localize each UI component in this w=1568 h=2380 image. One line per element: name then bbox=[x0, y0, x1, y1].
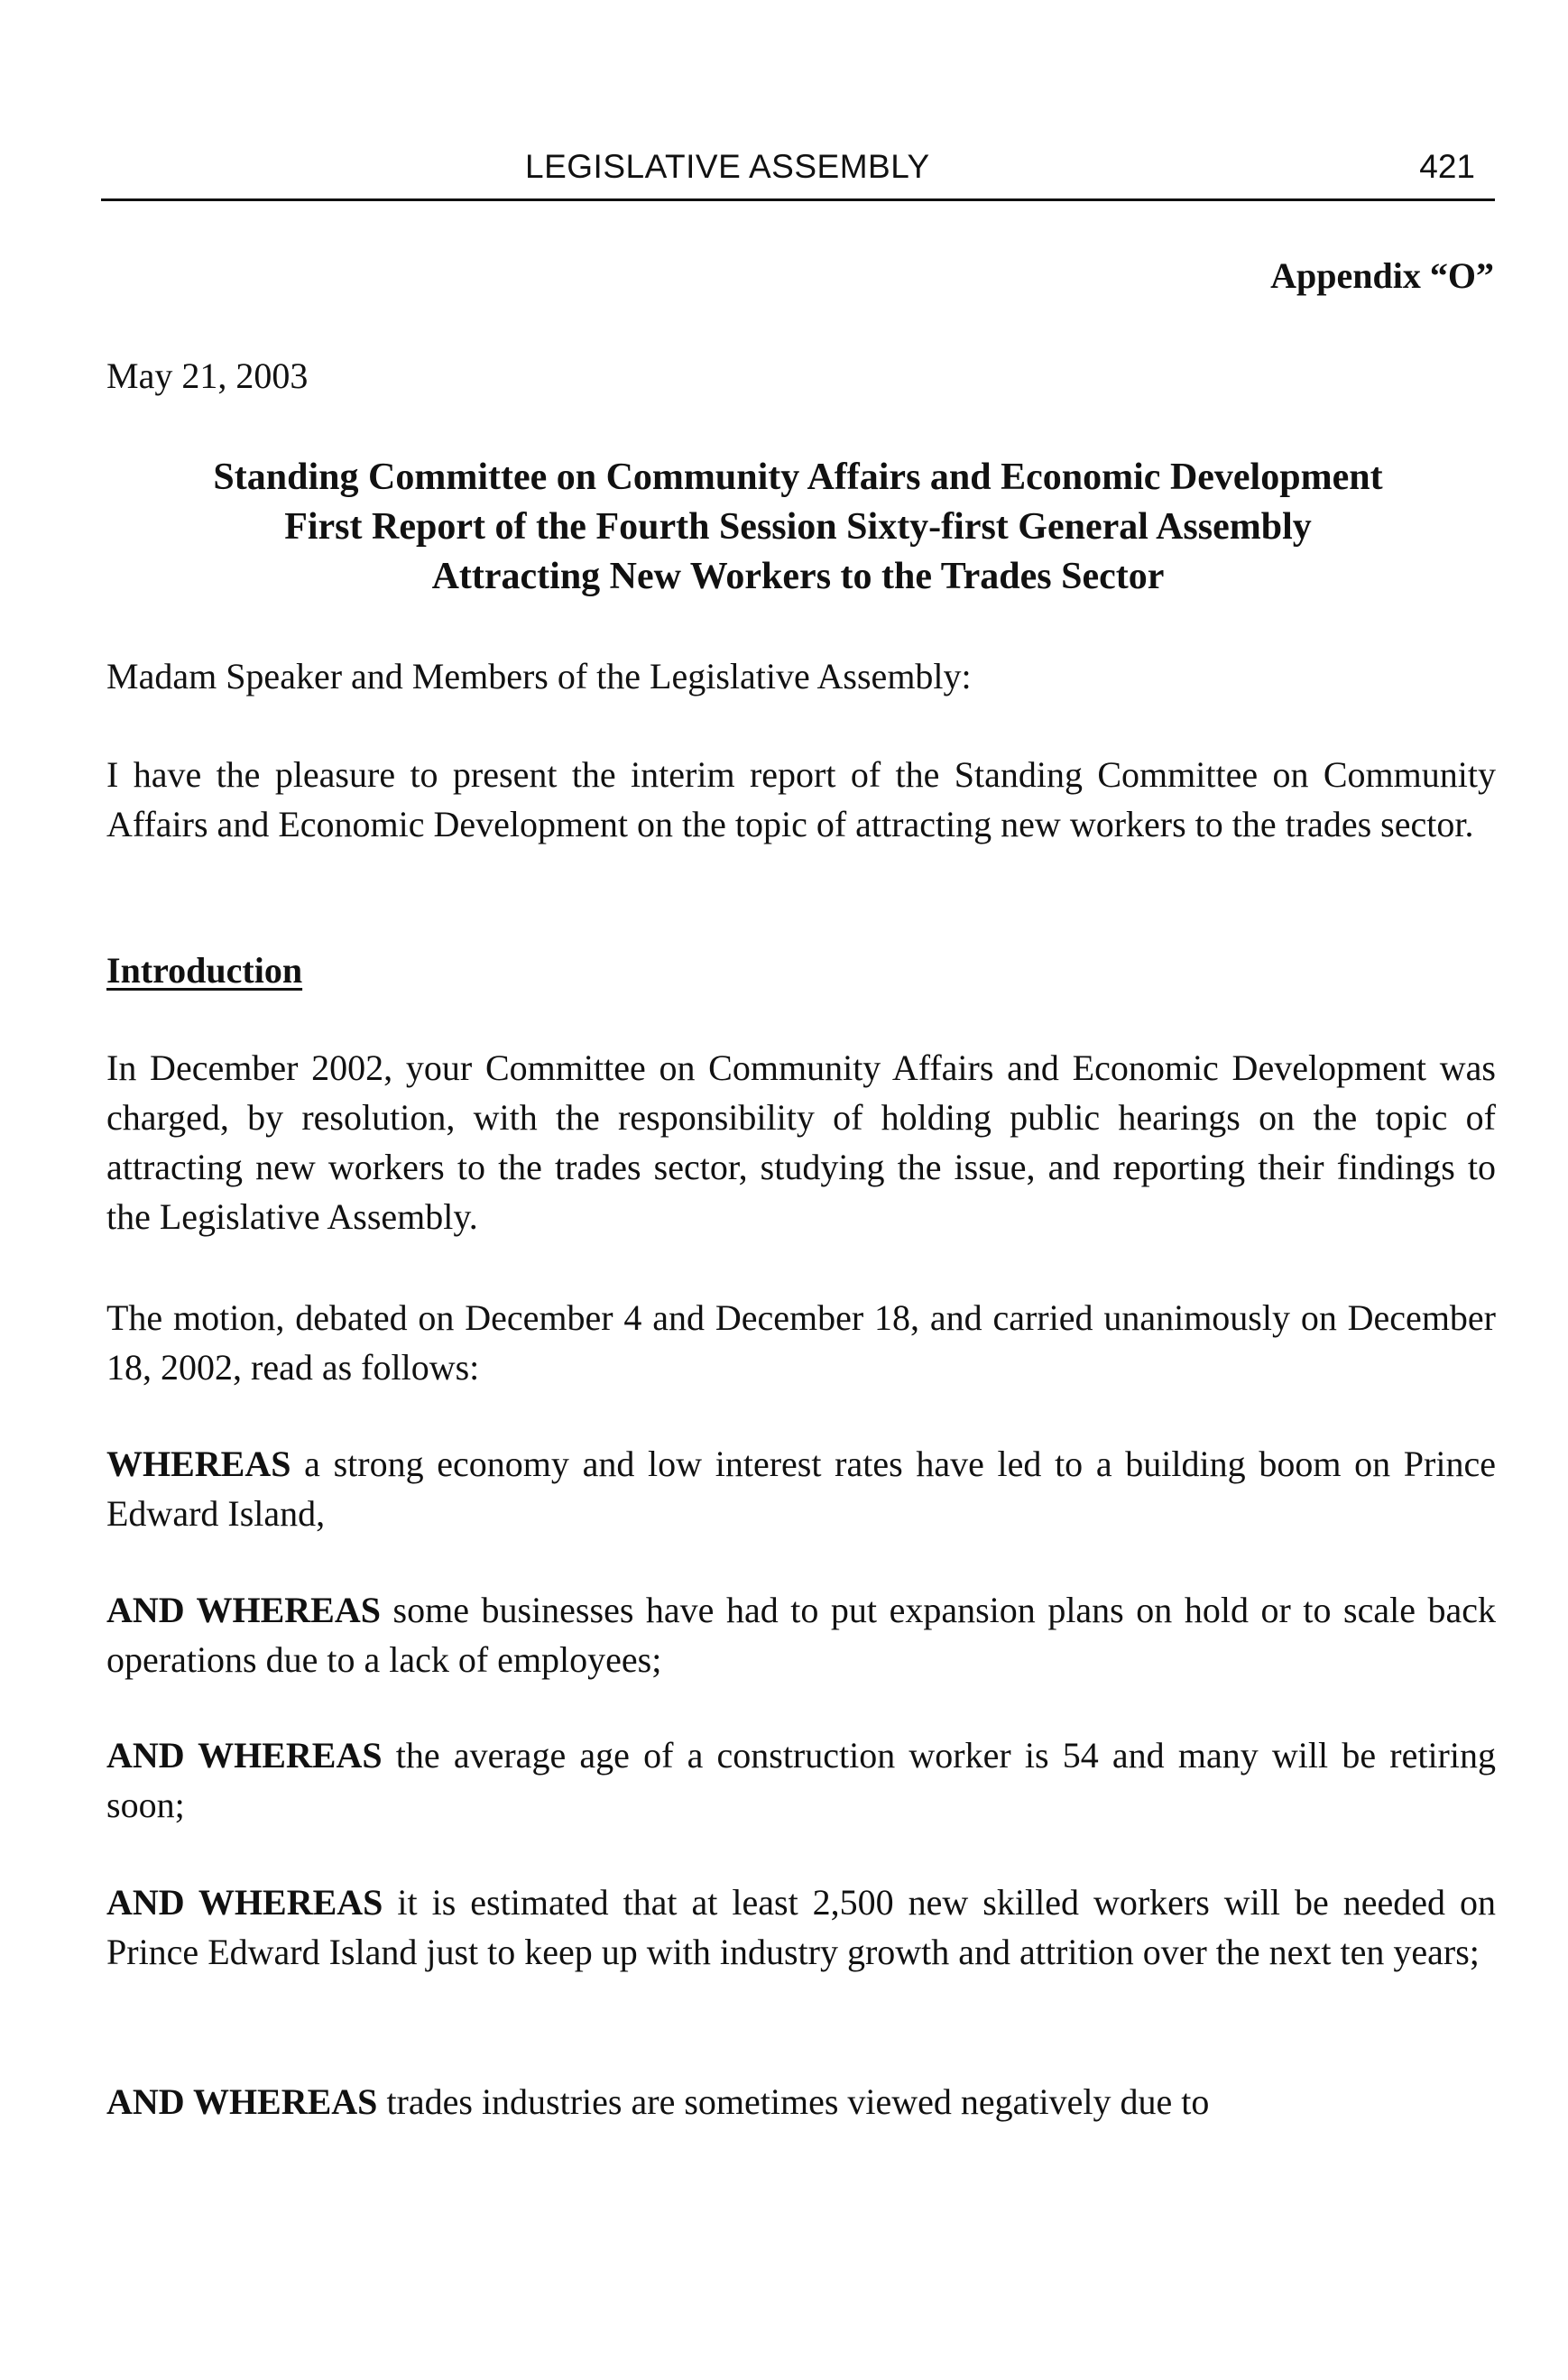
heading-line-committee: Standing Committee on Community Affairs and Economic Development bbox=[213, 457, 1383, 498]
heading-line-report: First Report of the Fourth Session Sixty-first General Assembly bbox=[284, 506, 1312, 548]
whereas-lead: AND WHEREAS bbox=[106, 2081, 378, 2122]
page-number: 421 bbox=[1419, 148, 1475, 185]
whereas-clause bbox=[106, 2077, 1496, 2126]
whereas-clause bbox=[106, 1585, 1496, 1684]
whereas-clause bbox=[106, 1730, 1496, 1830]
whereas-text: it is estimated that at least 2,500 new skilled workers will be needed on Prince Edward Island just to keep up with industry growth and attrition over the next ten years; bbox=[106, 1882, 1496, 1972]
running-header bbox=[101, 144, 1495, 201]
whereas-text: a strong economy and low interest rates have led to a building boom on Prince Edward Island, bbox=[106, 1444, 1496, 1534]
intro-paragraph: I have the pleasure to present the interim report of the Standing Committee on Community Affairs and Economic Development on the topic of attracting new workers to the trades sector. bbox=[106, 754, 1496, 844]
whereas-lead: AND WHEREAS bbox=[106, 1882, 383, 1923]
whereas-text: trades industries are sometimes viewed negatively due to bbox=[377, 2081, 1210, 2122]
whereas-text: the average age of a construction worker is 54 and many will be retiring soon; bbox=[106, 1735, 1496, 1825]
whereas-clause bbox=[106, 1877, 1496, 1977]
header-title: LEGISLATIVE ASSEMBLY bbox=[525, 148, 930, 185]
report-heading bbox=[101, 453, 1495, 602]
whereas-lead: WHEREAS bbox=[106, 1444, 291, 1484]
whereas-lead: AND WHEREAS bbox=[106, 1590, 381, 1630]
report-date: May 21, 2003 bbox=[106, 355, 309, 396]
motion-paragraph: The motion, debated on December 4 and December 18, and carried unanimously on December 18, 2002, read as follows: bbox=[106, 1297, 1496, 1388]
heading-line-topic: Attracting New Workers to the Trades Sector bbox=[431, 556, 1165, 597]
whereas-lead: AND WHEREAS bbox=[106, 1735, 383, 1776]
salutation: Madam Speaker and Members of the Legislative Assembly: bbox=[106, 656, 972, 696]
introduction-paragraph: In December 2002, your Committee on Community Affairs and Economic Development was charged, by resolution, with the responsibility of holding public hearings on the topic of attracting new workers to the trades sector, studying the issue, and reporting their findings to the Legislative Assembly. bbox=[106, 1047, 1496, 1237]
section-heading-introduction: Introduction bbox=[106, 950, 303, 991]
appendix-label: Appendix “O” bbox=[1270, 255, 1494, 296]
whereas-clause bbox=[106, 1439, 1496, 1538]
whereas-text: some businesses have had to put expansion plans on hold or to scale back operations due to a lack of employees; bbox=[106, 1590, 1496, 1680]
